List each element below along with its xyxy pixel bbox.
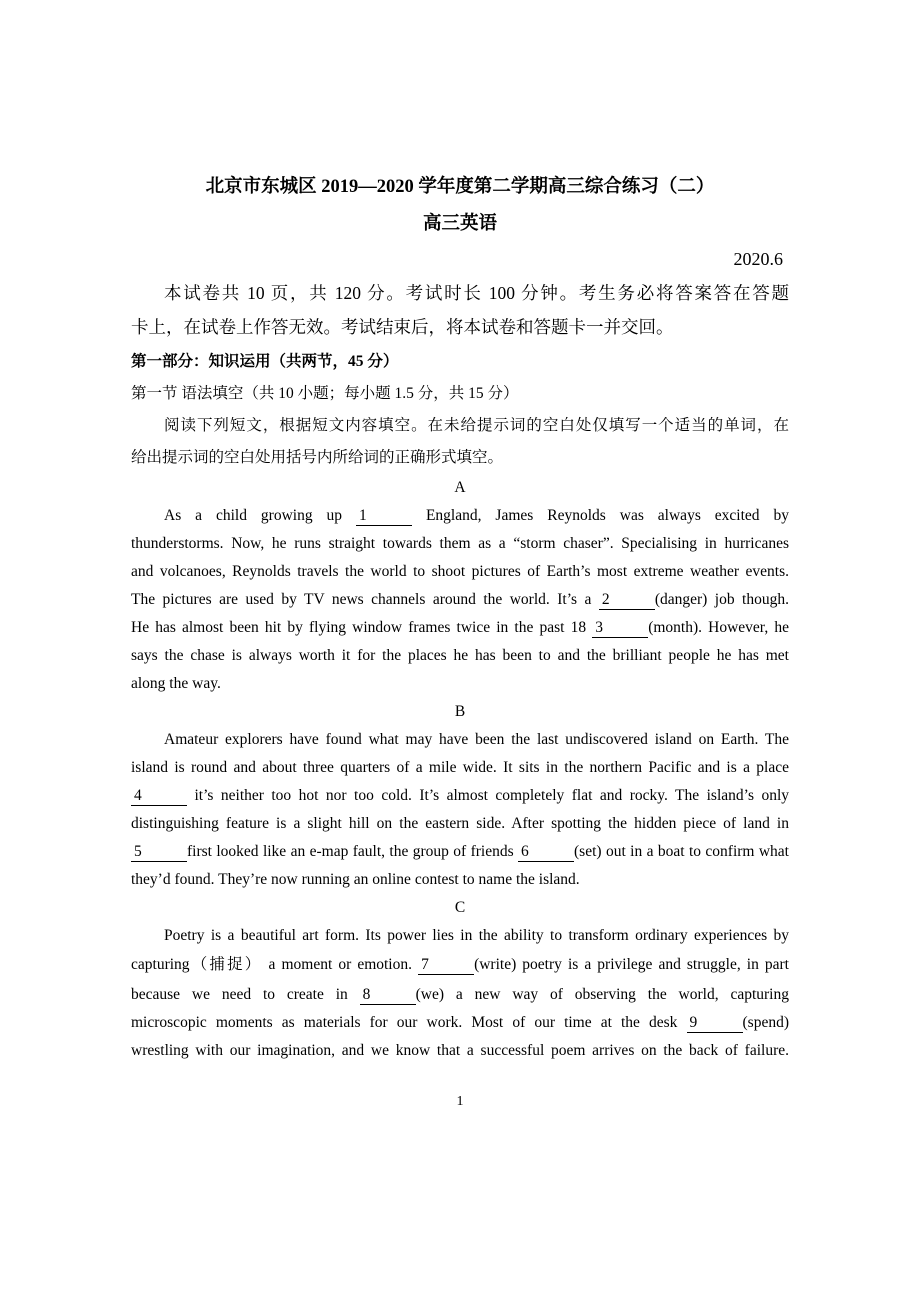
passage-text: distinguishing feature is a slight hill on the eastern side. After spotting the hidden piece of land in (131, 815, 789, 832)
passage-text: The pictures are used by TV news channels around the world. It’s a (131, 591, 599, 608)
answer-blank[interactable]: 6 (518, 843, 574, 862)
passage-line (131, 782, 789, 810)
instruction-line: 本试卷共 10 页，共 120 分。考试时长 100 分钟。考生务必将答案答在答题 (164, 283, 789, 303)
answer-blank[interactable]: 2 (599, 591, 655, 610)
passage-text: He has almost been hit by flying window frames twice in the past 18 (131, 619, 593, 636)
passage-line (131, 530, 789, 558)
instruction-line: 卡上，在试卷上作答无效。考试结束后，将本试卷和答题卡一并交回。 (131, 317, 674, 337)
passage-text: (month). However, he (648, 619, 789, 636)
answer-blank[interactable]: 8 (360, 986, 416, 1005)
passage-label: A (454, 479, 466, 496)
passage-line (131, 1037, 789, 1065)
passage-text: capturing（捕捉） a moment or emotion. (131, 956, 419, 973)
passage-text: (set) out in a boat to confirm what (574, 843, 789, 860)
passage-text: As a child growing up (164, 507, 356, 524)
part1-heading: 第一部分：知识运用（共两节，45 分） (131, 353, 399, 370)
passage-text: Poetry is a beautiful art form. Its power lies in the ability to transform ordinary experiences by (164, 927, 789, 944)
passage-text: wrestling with our imagination, and we know that a successful poem arrives on the back of failure. (131, 1042, 789, 1059)
passage-text: thunderstorms. Now, he runs straight towards them as a “storm chaser”. Specialising in hurricanes (131, 535, 789, 552)
page-number: 1 (456, 1094, 464, 1109)
passage-text: because we need to create in (131, 986, 360, 1003)
passage-text: says the chase is always worth it for the places he has been to and the brilliant people he has met (131, 647, 789, 664)
passage-line (131, 1009, 789, 1037)
passage-line (131, 642, 789, 670)
answer-blank[interactable]: 7 (418, 956, 474, 975)
passage-text: along the way. (131, 675, 221, 692)
passage-text: (write) poetry is a privilege and struggle, in part (474, 956, 789, 973)
passage-line (131, 558, 789, 586)
answer-blank[interactable]: 9 (687, 1014, 743, 1033)
exam-date: 2020.6 (733, 249, 783, 269)
passage-label: C (454, 899, 466, 916)
answer-blank[interactable]: 3 (592, 619, 648, 638)
answer-blank[interactable]: 1 (356, 507, 412, 526)
passage-line (131, 614, 789, 642)
passage-text: (we) a new way of observing the world, capturing (415, 986, 789, 1003)
passage-text: (spend) (742, 1014, 789, 1031)
exam-subject: 高三英语 (422, 214, 497, 234)
passage-line (131, 670, 789, 698)
passage-text: it’s neither too hot nor too cold. It’s almost completely flat and rocky. The island’s only (187, 787, 789, 804)
passage-text: Amateur explorers have found what may have been the last undiscovered island on Earth. The (164, 731, 789, 748)
answer-blank[interactable]: 5 (131, 843, 187, 862)
passage-line (131, 981, 789, 1009)
passage-line (131, 726, 789, 754)
passage-text: island is round and about three quarters of a mile wide. It sits in the northern Pacific and is a place (131, 759, 789, 776)
directions-line: 阅读下列短文，根据短文内容填空。在未给提示词的空白处仅填写一个适当的单词，在 (164, 417, 789, 434)
passage-label: B (454, 703, 466, 720)
passage-text: and volcanoes, Reynolds travels the world to shoot pictures of Earth’s most extreme weather events. (131, 563, 789, 580)
exam-title: 北京市东城区 2019—2020 学年度第二学期高三综合练习（二） (205, 177, 715, 197)
passage-text: England, James Reynolds was always excited by (412, 507, 789, 524)
directions-line: 给出提示词的空白处用括号内所给词的正确形式填空。 (131, 449, 504, 466)
passage-text: (danger) job though. (654, 591, 789, 608)
passage-line (131, 951, 789, 979)
passage-line (131, 586, 789, 614)
passage-line (131, 810, 789, 838)
passage-text: they’d found. They’re now running an online contest to name the island. (131, 871, 580, 888)
passage-text: microscopic moments as materials for our work. Most of our time at the desk (131, 1014, 687, 1031)
passage-text: first looked like an e-map fault, the group of friends (187, 843, 519, 860)
section1-heading: 第一节 语法填空（共 10 小题；每小题 1.5 分，共 15 分） (131, 385, 519, 402)
passage-line (131, 866, 789, 894)
answer-blank[interactable]: 4 (131, 787, 187, 806)
passage-line (131, 502, 789, 530)
passage-line (131, 922, 789, 950)
passage-line (131, 754, 789, 782)
passage-line (131, 838, 789, 866)
